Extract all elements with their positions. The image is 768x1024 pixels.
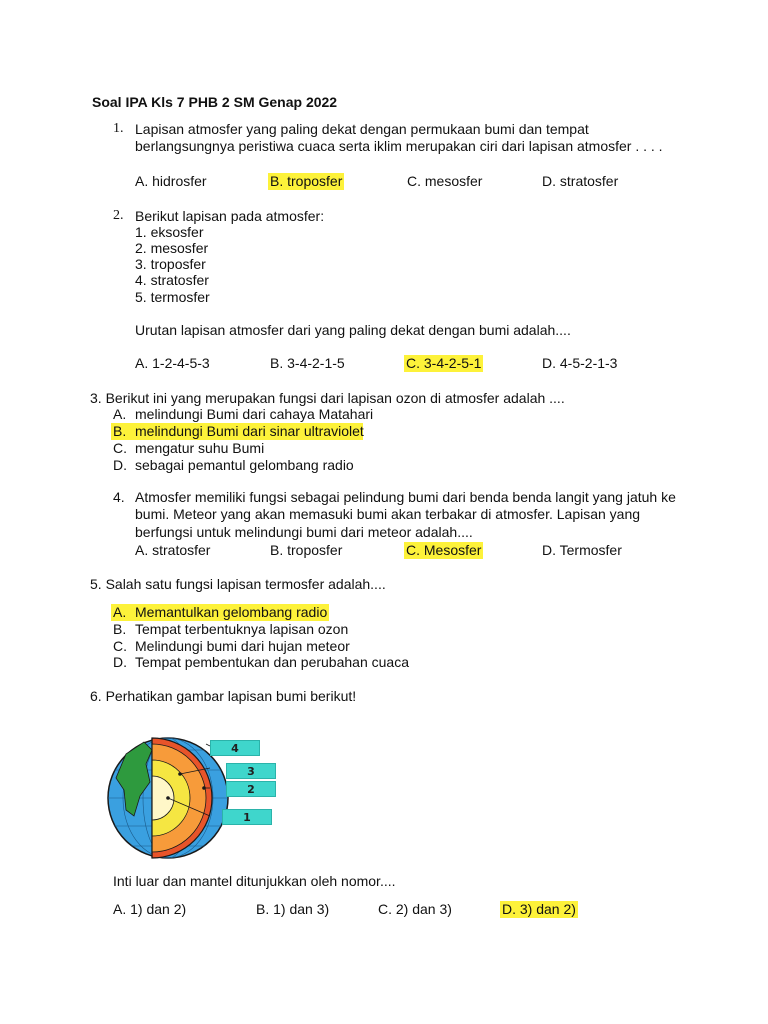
q4-number: 4. bbox=[113, 489, 125, 505]
q2-intro: Berikut lapisan pada atmosfer: bbox=[135, 208, 325, 224]
q2-number: 2. bbox=[113, 208, 124, 223]
q5-question: 5. Salah satu fungsi lapisan termosfer adalah.... bbox=[90, 576, 386, 592]
q4-option-d[interactable]: D. Termosfer bbox=[542, 542, 622, 558]
q5-option-letter: B. bbox=[113, 621, 127, 637]
q1-number: 1. bbox=[113, 121, 124, 136]
q2-list-item: 5. termosfer bbox=[135, 289, 210, 305]
q2-option-b[interactable]: B. 3-4-2-1-5 bbox=[270, 355, 345, 371]
q4-option-b[interactable]: B. troposfer bbox=[270, 542, 343, 558]
q2-option-a[interactable]: A. 1-2-4-5-3 bbox=[135, 355, 210, 371]
page-title: Soal IPA Kls 7 PHB 2 SM Genap 2022 bbox=[92, 94, 338, 110]
layer-label-2: 2 bbox=[226, 781, 276, 797]
q4-text-line1: Atmosfer memiliki fungsi sebagai pelindung bumi dari benda benda langit yang jatuh ke bbox=[135, 489, 676, 505]
q3-question: 3. Berikut ini yang merupakan fungsi dari lapisan ozon di atmosfer adalah .... bbox=[90, 390, 565, 406]
q3-option-letter: A. bbox=[113, 406, 127, 422]
q4-text-line2: bumi. Meteor yang akan memasuki bumi akan terbakar di atmosfer. Lapisan yang bbox=[135, 506, 641, 522]
q1-text-line1: Lapisan atmosfer yang paling dekat dengan permukaan bumi dan tempat bbox=[135, 121, 589, 137]
q5-option-c[interactable]: Melindungi bumi dari hujan meteor bbox=[135, 638, 350, 654]
q2-list-item: 3. troposfer bbox=[135, 256, 206, 272]
q5-option-letter: A. bbox=[113, 604, 127, 620]
q2-list-item: 4. stratosfer bbox=[135, 272, 209, 288]
q2-option-c-answer[interactable]: C. 3-4-2-5-1 bbox=[406, 355, 482, 371]
layer-label-3: 3 bbox=[226, 763, 276, 779]
q2-list-item: 2. mesosfer bbox=[135, 240, 209, 256]
q6-question: 6. Perhatikan gambar lapisan bumi berikut! bbox=[90, 688, 357, 704]
q5-option-d[interactable]: Tempat pembentukan dan perubahan cuaca bbox=[135, 654, 409, 670]
q3-option-a[interactable]: melindungi Bumi dari cahaya Matahari bbox=[135, 406, 374, 422]
q6-option-a[interactable]: A. 1) dan 2) bbox=[113, 901, 187, 917]
q5-option-letter: D. bbox=[113, 654, 127, 670]
q3-option-letter: C. bbox=[113, 440, 127, 456]
q3-option-letter: B. bbox=[113, 423, 127, 439]
q6-sub-question: Inti luar dan mantel ditunjukkan oleh nomor.... bbox=[113, 873, 396, 889]
q1-option-d[interactable]: D. stratosfer bbox=[542, 173, 619, 189]
q3-option-letter: D. bbox=[113, 457, 127, 473]
q6-option-c[interactable]: C. 2) dan 3) bbox=[378, 901, 452, 917]
q6-option-b[interactable]: B. 1) dan 3) bbox=[256, 901, 330, 917]
q4-text-line3: berfungsi untuk melindungi bumi dari meteor adalah.... bbox=[135, 524, 473, 540]
layer-label-1: 1 bbox=[222, 809, 272, 825]
q2-list-item: 1. eksosfer bbox=[135, 224, 204, 240]
q3-option-b-answer[interactable]: melindungi Bumi dari sinar ultraviolet bbox=[135, 423, 364, 439]
q4-option-c-answer[interactable]: C. Mesosfer bbox=[406, 542, 482, 558]
q5-option-b[interactable]: Tempat terbentuknya lapisan ozon bbox=[135, 621, 349, 637]
layer-label-4: 4 bbox=[210, 740, 260, 756]
q1-option-c[interactable]: C. mesosfer bbox=[407, 173, 483, 189]
q4-option-a[interactable]: A. stratosfer bbox=[135, 542, 211, 558]
q3-option-d[interactable]: sebagai pemantul gelombang radio bbox=[135, 457, 354, 473]
q1-option-a[interactable]: A. hidrosfer bbox=[135, 173, 207, 189]
q3-option-c[interactable]: mengatur suhu Bumi bbox=[135, 440, 265, 456]
q5-option-a-answer[interactable]: Memantulkan gelombang radio bbox=[135, 604, 328, 620]
q5-option-letter: C. bbox=[113, 638, 127, 654]
q6-option-d-answer[interactable]: D. 3) dan 2) bbox=[502, 901, 576, 917]
q2-question: Urutan lapisan atmosfer dari yang paling dekat dengan bumi adalah.... bbox=[135, 322, 571, 338]
q1-option-b-answer[interactable]: B. troposfer bbox=[270, 173, 343, 189]
q2-option-d[interactable]: D. 4-5-2-1-3 bbox=[542, 355, 618, 371]
q1-text-line2: berlangsungnya peristiwa cuaca serta iklim merupakan ciri dari lapisan atmosfer . . . . bbox=[135, 138, 663, 154]
